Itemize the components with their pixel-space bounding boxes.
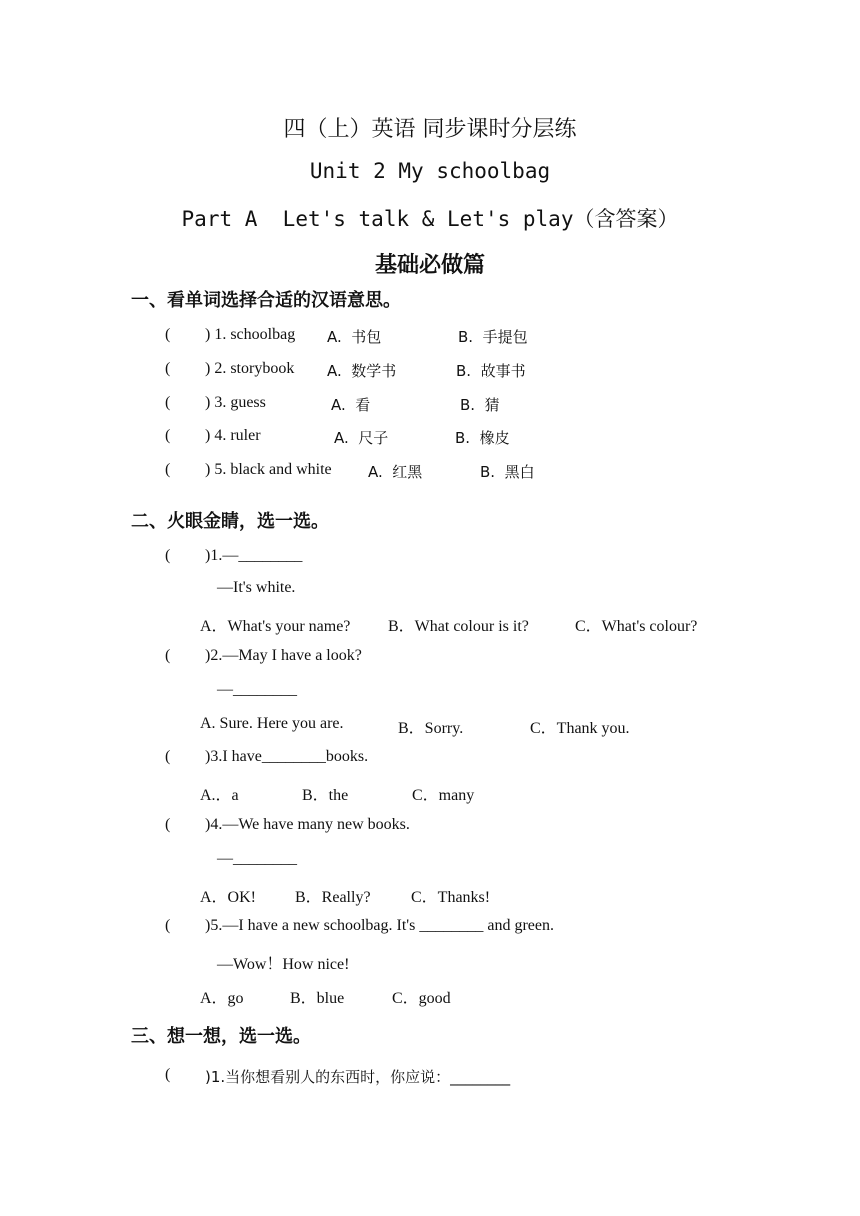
- worksheet-title: 四（上）英语 同步课时分层练: [283, 117, 577, 142]
- answer-paren[interactable]: (: [165, 461, 171, 478]
- question-reply: —________: [217, 681, 297, 698]
- option-b: B．blue: [290, 990, 345, 1007]
- answer-paren[interactable]: (: [165, 647, 171, 664]
- option-b: B. 黑白: [480, 463, 535, 481]
- part-title: Part A Let's talk & Let's play（含答案）: [181, 207, 679, 231]
- option-b: B. 故事书: [456, 362, 526, 380]
- option-a: A．go: [200, 990, 244, 1007]
- answer-paren[interactable]: (: [165, 360, 171, 377]
- answer-paren[interactable]: (: [165, 427, 171, 444]
- answer-paren[interactable]: (: [165, 1066, 171, 1083]
- answer-paren[interactable]: (: [165, 816, 171, 833]
- answer-paren[interactable]: (: [165, 547, 171, 564]
- option-b: B．What colour is it?: [388, 618, 529, 635]
- section-2-heading: 二、火眼金睛，选一选。: [131, 511, 329, 532]
- item-word: ) 3. guess: [205, 394, 266, 411]
- item-word: ) 5. black and white: [205, 461, 332, 478]
- option-c: C．What's colour?: [575, 618, 698, 635]
- option-c: C．good: [392, 990, 451, 1007]
- option-a: A. 数学书: [327, 362, 397, 380]
- answer-paren[interactable]: (: [165, 394, 171, 411]
- option-a: A. 红黑: [368, 463, 423, 481]
- option-b: B. 橡皮: [455, 429, 510, 447]
- question-stem: )2.—May I have a look?: [205, 647, 362, 664]
- section-3-heading: 三、想一想，选一选。: [131, 1026, 311, 1047]
- question-stem: )1.当你想看别人的东西时，你应说：________: [205, 1068, 511, 1086]
- question-stem: )5.—I have a new schoolbag. It's ________ and green.: [205, 917, 555, 934]
- unit-title: Unit 2 My schoolbag: [309, 159, 551, 183]
- option-a: A. 尺子: [334, 429, 389, 447]
- item-word: ) 4. ruler: [205, 427, 261, 444]
- option-a: A. 书包: [327, 328, 382, 346]
- option-a: A．What's your name?: [200, 618, 351, 635]
- option-c: C．Thank you.: [530, 720, 630, 737]
- question-reply: —________: [217, 850, 297, 867]
- question-reply: —Wow！How nice!: [217, 956, 350, 973]
- answer-paren[interactable]: (: [165, 917, 171, 934]
- option-a: A.．a: [200, 787, 239, 804]
- question-reply: —It's white.: [217, 579, 296, 596]
- option-a: A．OK!: [200, 889, 256, 906]
- question-stem: )3.I have________books.: [205, 748, 369, 765]
- option-a: A. 看: [331, 396, 371, 414]
- section-1-heading: 一、看单词选择合适的汉语意思。: [131, 290, 401, 311]
- item-word: ) 2. storybook: [205, 360, 295, 377]
- option-b: B. 猜: [460, 396, 500, 414]
- option-b: B．Really?: [295, 889, 371, 906]
- answer-paren[interactable]: (: [165, 748, 171, 765]
- option-b: B．the: [302, 787, 349, 804]
- question-stem: )4.—We have many new books.: [205, 816, 410, 833]
- question-stem: )1.—________: [205, 547, 303, 564]
- level-title: 基础必做篇: [374, 253, 485, 278]
- option-a: A. Sure. Here you are.: [200, 715, 344, 732]
- option-c: C．many: [412, 787, 475, 804]
- item-word: ) 1. schoolbag: [205, 326, 296, 343]
- answer-paren[interactable]: (: [165, 326, 171, 343]
- option-b: B. 手提包: [458, 328, 528, 346]
- option-b: B．Sorry.: [398, 720, 464, 737]
- option-c: C．Thanks!: [411, 889, 491, 906]
